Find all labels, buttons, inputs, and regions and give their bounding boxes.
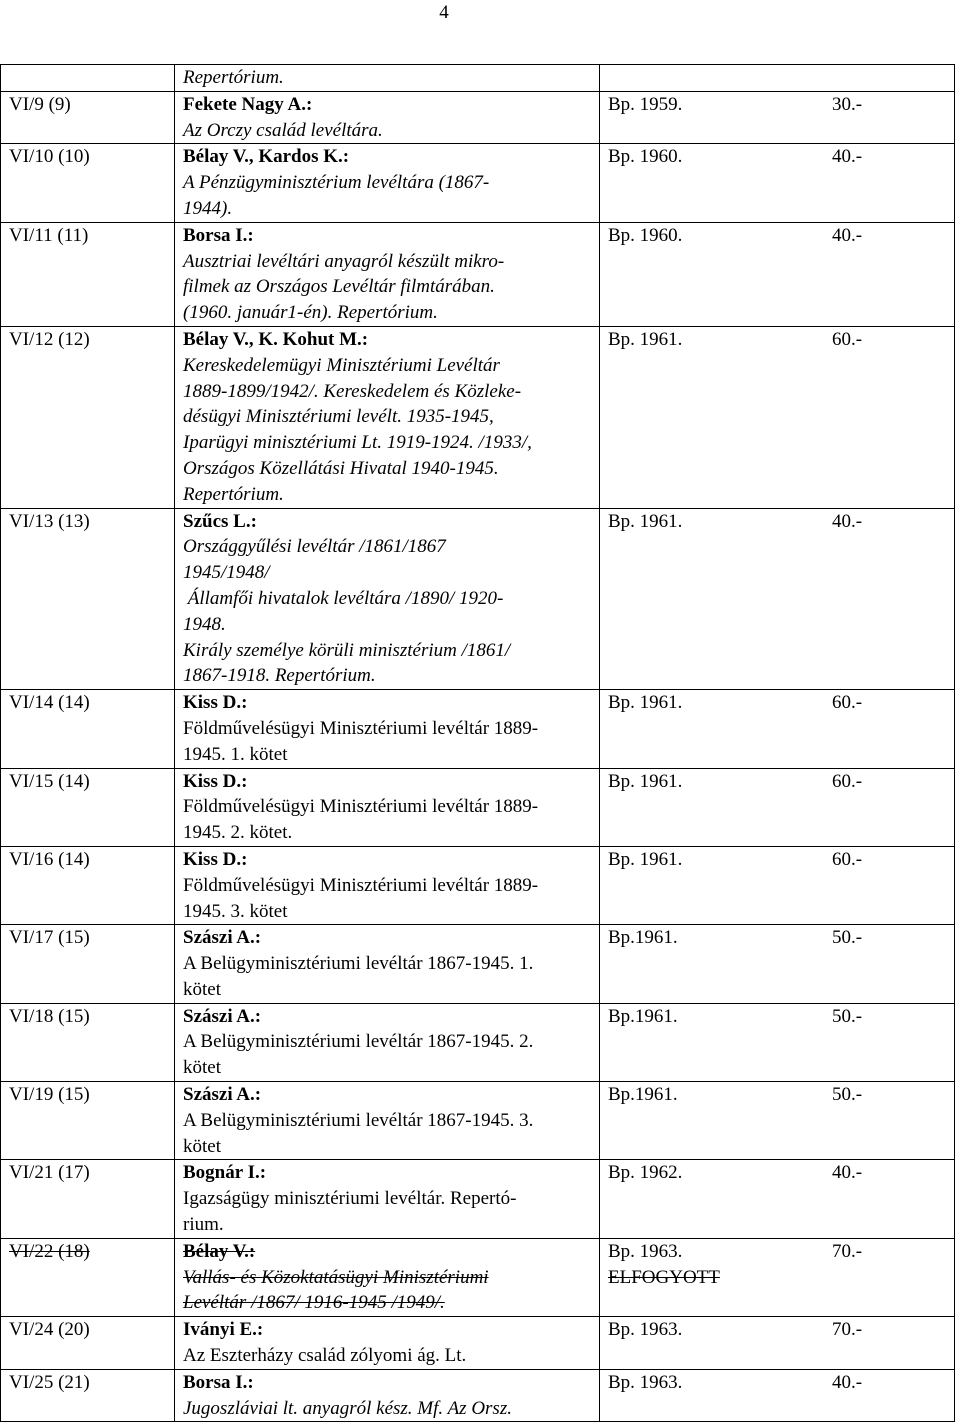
catalog-code-cell [1,1082,175,1160]
publication-place-year: Bp. 1959. [608,93,683,115]
author-name: Kiss D.: [183,692,248,714]
table-row [1,508,955,690]
fragment-text: Repertórium. [183,67,284,88]
author-name: Bognár I.: [183,1162,267,1184]
catalog-code: VI/19 (15) [9,1084,90,1106]
price: 60.- [832,328,863,350]
catalog-code-cell [1,1369,175,1422]
catalog-code: VI/25 (21) [9,1371,90,1393]
author-name: Bélay V., Kardos K.: [183,146,350,168]
author-name: Szászi A.: [183,1005,262,1027]
catalog-publication-cell [600,1003,955,1081]
catalog-table [0,64,955,1422]
catalog-code: VI/18 (15) [9,1005,90,1027]
catalog-description-cell [175,925,600,1003]
title-line: 1945/1948/ [183,562,270,584]
title-line: Országos Közellátási Hivatal 1940-1945. [183,457,499,479]
catalog-code: VI/14 (14) [9,692,90,714]
title-line: 1944). [183,197,233,219]
price: 30.- [832,93,863,115]
table-row [1,1238,955,1316]
title-line: Jugoszláviai lt. anyagról kész. Mf. Az Orsz. [183,1397,512,1419]
price: 50.- [832,927,863,949]
price: 60.- [832,848,863,870]
author-name: Iványi E.: [183,1319,264,1341]
catalog-code-cell [1,1003,175,1081]
table-row [1,925,955,1003]
title-line: A Belügyminisztériumi levéltár 1867-1945. 1. [183,953,534,975]
catalog-publication-cell [600,925,955,1003]
title-line: Repertórium. [183,483,284,505]
page-number: 4 [439,2,449,23]
catalog-description-cell [175,1317,600,1370]
publication-place-year: Bp. 1960. [608,224,683,246]
price: 60.- [832,770,863,792]
author-name: Kiss D.: [183,848,248,870]
catalog-code-cell [1,846,175,924]
catalog-code-cell [1,144,175,222]
publication-place-year: Bp. 1961. [608,770,683,792]
table-row [1,768,955,846]
title-line: filmek az Országos Levéltár filmtárában. [183,276,495,298]
publication-place-year: Bp.1961. [608,1005,678,1027]
publication-place-year: Bp. 1961. [608,510,683,532]
catalog-publication-cell [600,690,955,768]
price: 50.- [832,1084,863,1106]
catalog-code: VI/17 (15) [9,927,90,949]
catalog-code: VI/16 (14) [9,848,90,870]
title-line: Államfői hivatalok levéltára /1890/ 1920- [183,587,504,609]
table-row [1,1160,955,1238]
author-name: Szűcs L.: [183,510,257,532]
title-line: Igazságügy minisztériumi levéltár. Repertó- [183,1188,517,1210]
catalog-publication-cell [600,144,955,222]
title-line: Az Orczy család levéltára. [183,119,383,141]
title-line: kötet [183,978,221,1000]
out-of-stock-note: ELFOGYOTT [608,1266,720,1288]
catalog-code: VI/21 (17) [9,1162,90,1184]
title-line: Vallás- és Közoktatásügyi Minisztériumi [183,1266,489,1288]
publication-place-year: Bp. 1963. [608,1319,683,1341]
price: 40.- [832,224,863,246]
catalog-code: VI/11 (11) [9,224,89,246]
catalog-description-cell [175,1003,600,1081]
title-line: Kereskedelemügyi Minisztériumi Levéltár [183,354,500,376]
publication-place-year: Bp. 1963. [608,1240,683,1262]
table-row [1,1082,955,1160]
catalog-code-cell [1,326,175,508]
table-row [1,1369,955,1422]
catalog-code: VI/10 (10) [9,146,90,168]
title-line: 1867-1918. Repertórium. [183,665,376,687]
title-line: Országgyűlési levéltár /1861/1867 [183,536,446,558]
title-line: rium. [183,1214,224,1236]
catalog-description-cell [175,222,600,326]
catalog-description-cell [175,846,600,924]
catalog-publication-cell [600,1369,955,1422]
author-name: Szászi A.: [183,927,262,949]
table-row [1,690,955,768]
author-name: Borsa I.: [183,1371,254,1393]
title-line: désügyi Minisztériumi levélt. 1935-1945, [183,406,494,428]
catalog-publication-cell [600,91,955,144]
title-line: Ausztriai levéltári anyagról készült mikro- [183,250,505,272]
table-row [1,222,955,326]
catalog-publication-cell [600,326,955,508]
publication-place-year: Bp. 1961. [608,692,683,714]
catalog-code: VI/13 (13) [9,510,90,532]
publication-place-year: Bp. 1961. [608,328,683,350]
catalog-description-cell [175,326,600,508]
title-line: kötet [183,1135,221,1157]
publication-place-year: Bp. 1962. [608,1162,683,1184]
catalog-publication-cell [600,222,955,326]
author-name: Szászi A.: [183,1084,262,1106]
fragment-row [1,65,955,92]
catalog-description-cell [175,1082,600,1160]
title-line: Földművelésügyi Minisztériumi levéltár 1889- [183,717,539,739]
catalog-description-cell [175,144,600,222]
author-name: Borsa I.: [183,224,254,246]
publication-place-year: Bp. 1963. [608,1371,683,1393]
title-line: Király személye körüli minisztérium /1861/ [183,639,511,661]
catalog-body [1,65,955,1422]
catalog-code-cell [1,690,175,768]
title-line: 1945. 3. kötet [183,900,288,922]
table-row [1,326,955,508]
price: 60.- [832,692,863,714]
price: 70.- [832,1319,863,1341]
author-name: Bélay V., K. Kohut M.: [183,328,369,350]
catalog-publication-cell [600,1238,955,1316]
price: 40.- [832,146,863,168]
fragment-code-cell [1,65,175,92]
catalog-publication-cell [600,1160,955,1238]
catalog-description-cell [175,1369,600,1422]
catalog-code-cell [1,222,175,326]
title-line: Az Eszterházy család zólyomi ág. Lt. [183,1345,467,1367]
price: 40.- [832,1371,863,1393]
fragment-desc-cell [175,65,600,92]
catalog-code: VI/15 (14) [9,770,90,792]
title-line: Földművelésügyi Minisztériumi levéltár 1889- [183,874,539,896]
catalog-code-cell [1,768,175,846]
catalog-publication-cell [600,508,955,690]
table-row [1,1003,955,1081]
title-line: A Pénzügyminisztérium levéltára (1867- [183,172,490,194]
fragment-place-cell [600,65,955,92]
catalog-code-cell [1,925,175,1003]
author-name: Bélay V.: [183,1240,256,1262]
table-row [1,1317,955,1370]
publication-place-year: Bp. 1961. [608,848,683,870]
title-line: 1945. 2. kötet. [183,822,293,844]
price: 70.- [832,1240,863,1262]
title-line: Földművelésügyi Minisztériumi levéltár 1889- [183,796,539,818]
catalog-description-cell [175,1160,600,1238]
catalog-code-cell [1,1160,175,1238]
table-row [1,91,955,144]
title-line: (1960. január1-én). Repertórium. [183,302,438,324]
catalog-code: VI/24 (20) [9,1319,90,1341]
author-name: Kiss D.: [183,770,248,792]
catalog-code-cell [1,1317,175,1370]
price: 40.- [832,510,863,532]
title-line: kötet [183,1057,221,1079]
catalog-description-cell [175,91,600,144]
catalog-description-cell [175,1238,600,1316]
catalog-code-cell [1,1238,175,1316]
catalog-code: VI/12 (12) [9,328,90,350]
price: 50.- [832,1005,863,1027]
title-line: A Belügyminisztériumi levéltár 1867-1945. 3. [183,1109,534,1131]
title-line: A Belügyminisztériumi levéltár 1867-1945. 2. [183,1031,534,1053]
catalog-publication-cell [600,1317,955,1370]
title-line: 1889-1899/1942/. Kereskedelem és Közleke- [183,380,522,402]
publication-place-year: Bp.1961. [608,927,678,949]
catalog-code-cell [1,508,175,690]
catalog-description-cell [175,508,600,690]
price: 40.- [832,1162,863,1184]
publication-place-year: Bp.1961. [608,1084,678,1106]
catalog-publication-cell [600,1082,955,1160]
table-row [1,144,955,222]
title-line: Iparügyi minisztériumi Lt. 1919-1924. /1933/, [183,432,532,454]
catalog-publication-cell [600,846,955,924]
catalog-code-cell [1,91,175,144]
title-line: 1948. [183,613,226,635]
title-line: Levéltár /1867/ 1916-1945 /1949/. [183,1292,445,1314]
author-name: Fekete Nagy A.: [183,93,313,115]
catalog-description-cell [175,768,600,846]
catalog-description-cell [175,690,600,768]
table-row [1,846,955,924]
title-line: 1945. 1. kötet [183,743,288,765]
catalog-code: VI/22 (18) [9,1240,90,1262]
catalog-code: VI/9 (9) [9,93,71,115]
publication-place-year: Bp. 1960. [608,146,683,168]
catalog-publication-cell [600,768,955,846]
